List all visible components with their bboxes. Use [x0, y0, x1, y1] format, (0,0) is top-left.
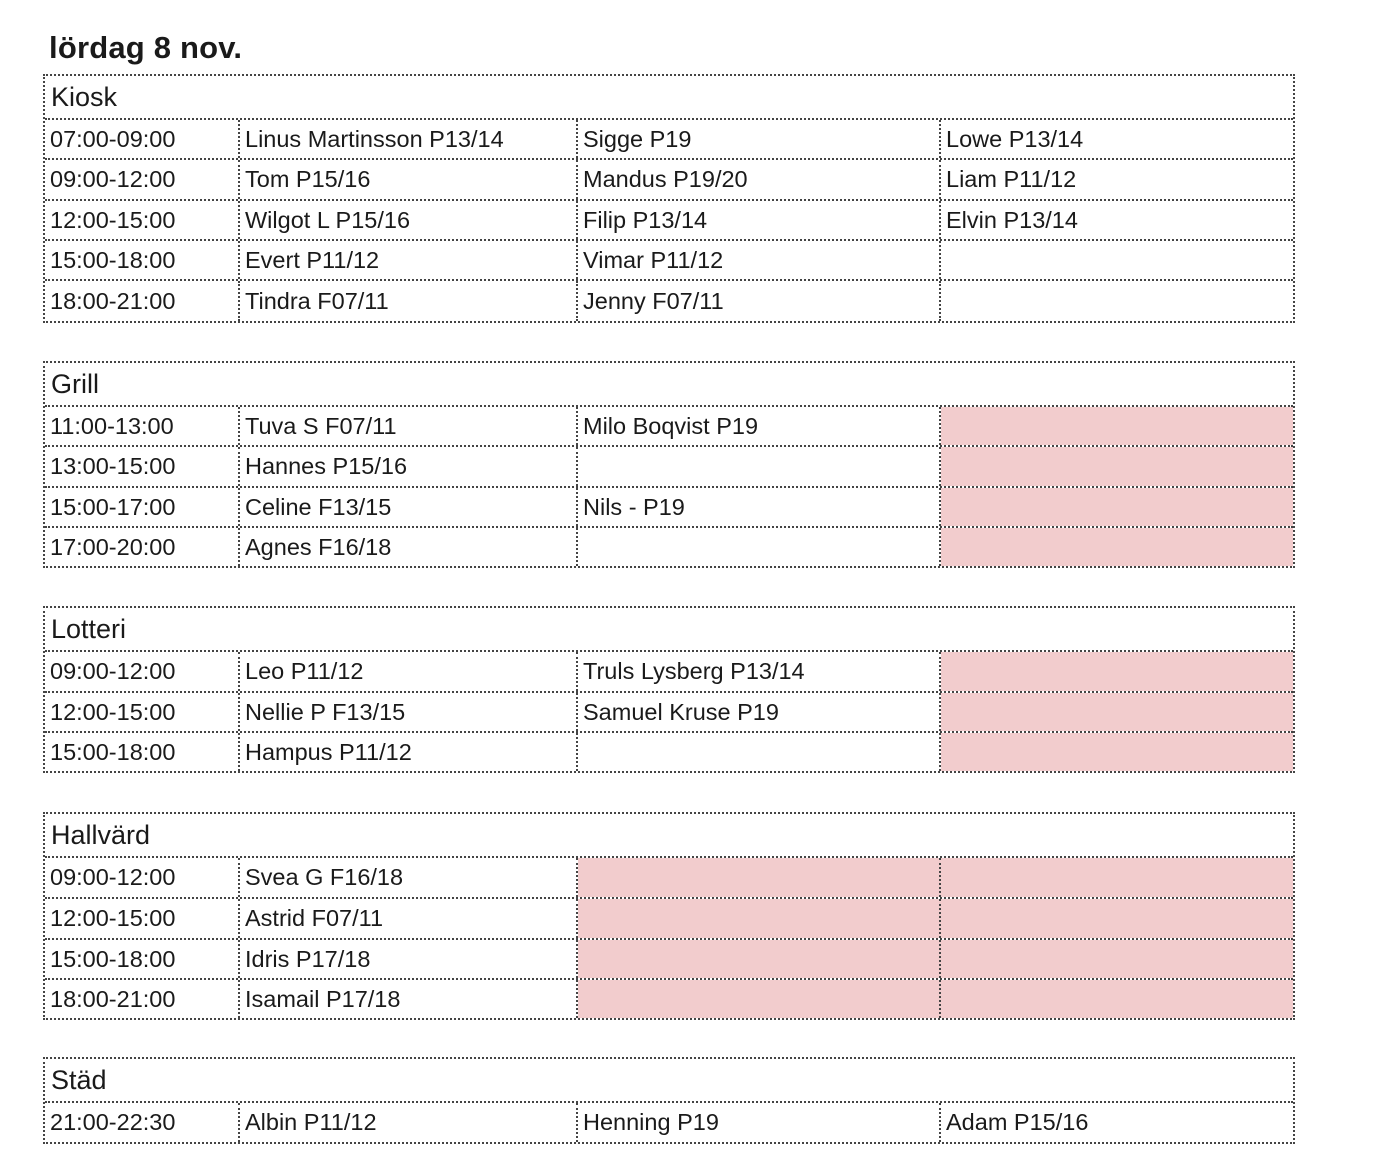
time-cell: 12:00-15:00: [45, 899, 240, 938]
empty-slot-cell: [578, 528, 941, 566]
volunteer-cell: Tom P15/16: [240, 160, 578, 199]
volunteer-cell: Vimar P11/12: [578, 241, 941, 279]
time-cell: 17:00-20:00: [45, 528, 240, 566]
time-cell: 12:00-15:00: [45, 201, 240, 239]
empty-slot-cell: [578, 940, 941, 978]
time-cell: 12:00-15:00: [45, 693, 240, 731]
volunteer-cell: Tuva S F07/11: [240, 407, 578, 445]
table-row: [45, 281, 1293, 321]
table-row: [45, 528, 1293, 566]
section-header: Lotteri: [45, 608, 1293, 652]
table-row: [45, 241, 1293, 281]
table-row: [45, 160, 1293, 201]
empty-slot-cell: [941, 488, 1293, 526]
table-row: [45, 488, 1293, 528]
table-row: [45, 407, 1293, 447]
table-row: [45, 858, 1293, 899]
empty-slot-cell: [578, 980, 941, 1018]
empty-slot-cell: [941, 693, 1293, 731]
section-header: Kiosk: [45, 76, 1293, 120]
section-städ: [43, 1057, 1295, 1144]
empty-slot-cell: [941, 652, 1293, 691]
empty-slot-cell: [941, 733, 1293, 771]
volunteer-cell: Elvin P13/14: [946, 206, 1078, 233]
table-row: [45, 693, 1293, 733]
volunteer-cell: Milo Boqvist P19: [578, 407, 941, 445]
empty-slot-cell: [578, 899, 941, 938]
volunteer-cell: Jenny F07/11: [578, 281, 941, 321]
volunteer-cell: Henning P19: [578, 1103, 941, 1142]
section-kiosk: [43, 74, 1295, 323]
time-cell: 11:00-13:00: [45, 407, 240, 445]
volunteer-cell: Evert P11/12: [240, 241, 578, 279]
time-cell: 09:00-12:00: [45, 858, 240, 897]
empty-slot-cell: [941, 899, 1293, 938]
volunteer-cell: Idris P17/18: [240, 940, 578, 978]
empty-slot-cell: [941, 407, 1293, 445]
section-hallvärd: [43, 812, 1295, 1020]
table-row: [45, 120, 1293, 160]
volunteer-cell: Agnes F16/18: [240, 528, 578, 566]
empty-slot-cell: [578, 858, 941, 897]
table-row: [45, 940, 1293, 980]
volunteer-cell: Hannes P15/16: [240, 447, 578, 486]
time-cell: 18:00-21:00: [45, 980, 240, 1018]
empty-slot-cell: [941, 858, 1293, 897]
volunteer-cell: Samuel Kruse P19: [578, 693, 941, 731]
volunteer-cell: Nellie P F13/15: [240, 693, 578, 731]
empty-slot-cell: [941, 940, 1293, 978]
table-row: [45, 201, 1293, 241]
volunteer-cell: Linus Martinsson P13/14: [240, 120, 578, 158]
section-lotteri: [43, 606, 1295, 773]
time-cell: 15:00-18:00: [45, 733, 240, 771]
volunteer-cell: Hampus P11/12: [240, 733, 578, 771]
volunteer-cell: Svea G F16/18: [240, 858, 578, 897]
volunteer-cell: Liam P11/12: [946, 166, 1077, 192]
time-cell: 21:00-22:30: [45, 1103, 240, 1142]
volunteer-cell: Filip P13/14: [578, 201, 941, 239]
time-cell: 18:00-21:00: [45, 281, 240, 321]
empty-slot-cell: [941, 447, 1293, 486]
volunteer-cell: Astrid F07/11: [240, 899, 578, 938]
empty-slot-cell: [941, 281, 1293, 321]
empty-slot-cell: [941, 980, 1293, 1018]
section-header: Grill: [45, 363, 1293, 407]
table-row: [45, 1103, 1293, 1142]
volunteer-cell: Sigge P19: [578, 120, 941, 158]
table-row: [45, 980, 1293, 1018]
time-cell: 15:00-18:00: [45, 241, 240, 279]
empty-slot-cell: [941, 528, 1293, 566]
time-cell: 15:00-18:00: [45, 940, 240, 978]
time-cell: 07:00-09:00: [45, 120, 240, 158]
volunteer-cell: Mandus P19/20: [578, 160, 941, 199]
table-row: [45, 733, 1293, 771]
section-header: Hallvärd: [45, 814, 1293, 858]
section-header: Städ: [45, 1059, 1293, 1103]
volunteer-cell: Isamail P17/18: [240, 980, 578, 1018]
empty-slot-cell: [941, 241, 1293, 279]
section-grill: [43, 361, 1295, 568]
volunteer-cell: Albin P11/12: [240, 1103, 578, 1142]
time-cell: 09:00-12:00: [45, 652, 240, 691]
time-cell: 09:00-12:00: [45, 160, 240, 199]
empty-slot-cell: [578, 733, 941, 771]
volunteer-cell: Tindra F07/11: [240, 281, 578, 321]
volunteer-cell: Celine F13/15: [240, 488, 578, 526]
volunteer-cell: Lowe P13/14: [946, 125, 1084, 152]
table-row: [45, 899, 1293, 940]
volunteer-cell: Adam P15/16: [946, 1109, 1089, 1135]
empty-slot-cell: [578, 447, 941, 486]
time-cell: 13:00-15:00: [45, 447, 240, 486]
page-title: lördag 8 nov.: [49, 30, 243, 65]
time-cell: 15:00-17:00: [45, 488, 240, 526]
volunteer-cell: Leo P11/12: [240, 652, 578, 691]
volunteer-cell: Nils - P19: [578, 488, 941, 526]
volunteer-cell: Truls Lysberg P13/14: [578, 652, 941, 691]
table-row: [45, 652, 1293, 693]
table-row: [45, 447, 1293, 488]
volunteer-cell: Wilgot L P15/16: [240, 201, 578, 239]
